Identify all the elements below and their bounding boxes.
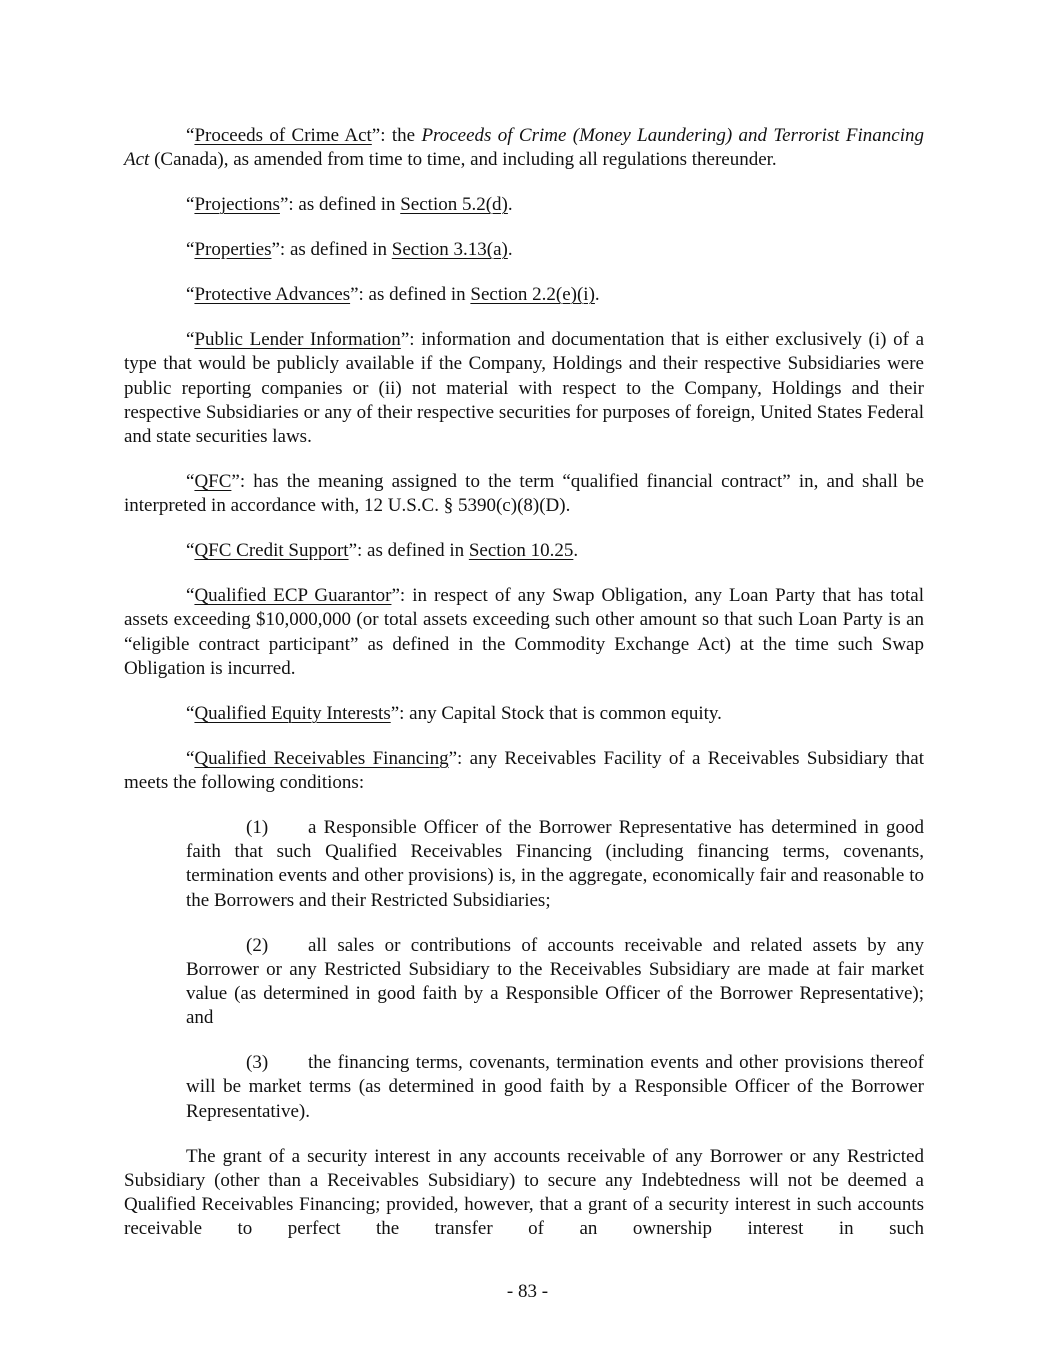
closing-paragraph: The grant of a security interest in any accounts receivable of any Borrower or any Restricted Subsidiary (other than a Receivables Subsidiary) to secure any Indebtedness will not be deemed a Qualified Receivables Financing; provided, however, that a grant of a security interest in such accounts receivable to perfect the transfer of an ownership interest in such: [124, 1145, 924, 1240]
defined-term: Qualified ECP Guarantor: [194, 585, 392, 607]
definition-protective-advances: “Protective Advances”: as defined in Section 2.2(e)(i).: [186, 284, 600, 306]
defined-term: Properties: [194, 239, 272, 261]
defined-term: QFC: [194, 471, 232, 493]
definition-qualified-equity-interests: “Qualified Equity Interests”: any Capital Stock that is common equity.: [186, 702, 722, 724]
act-title: Proceeds of Crime (Money Laundering) and Terrorist Financing Act: [124, 125, 924, 171]
defined-term: Proceeds of Crime Act: [194, 125, 372, 146]
definition-public-lender-information: “Public Lender Information”: information and documentation that is either exclusively (i) of a type that would be publicly available if the Company, Holdings and their respective Subsidiaries were public reporting companies or (ii) not material with respect to the Company, Holdings and their respective Subsidiaries or any of their respective securities for purposes of foreign, United States Federal and state securities laws.: [124, 329, 925, 448]
definition-properties: “Properties”: as defined in Section 3.13(a).: [186, 239, 513, 261]
page-number: - 83 -: [506, 1281, 549, 1302]
definition-qfc: “QFC”: has the meaning assigned to the term “qualified financial contract” in, and shall be interpreted in accordance with, 12 U.S.C. § 5390(c)(8)(D).: [124, 471, 924, 517]
definition-qualified-ecp-guarantor: “Qualified ECP Guarantor”: in respect of any Swap Obligation, any Loan Party that has total assets exceeding $10,000,000 (or total assets exceeding such other amount so that such Loan Party is an “eligible contract participant” as defined in the Commodity Exchange Act) at the time such Swap Obligation is incurred.: [124, 585, 924, 679]
definition-proceeds-of-crime-act: “Proceeds of Crime Act”: the Proceeds of Crime (Money Laundering) and Terrorist Financing Act (Canada), as amended from time to time, and including all regulations thereunder.: [124, 125, 924, 171]
definition-qualified-receivables-financing: “Qualified Receivables Financing”: any Receivables Facility of a Receivables Subsidiary that meets the following conditions:: [124, 747, 924, 794]
section-reference: Section 5.2(d): [400, 194, 508, 216]
document-page: [124, 124, 924, 1262]
section-reference: Section 2.2(e)(i): [470, 284, 595, 306]
condition-number: (3): [246, 1052, 269, 1074]
defined-term: Projections: [194, 194, 280, 216]
section-reference: Section 3.13(a): [391, 239, 508, 261]
defined-term: Protective Advances: [194, 284, 351, 306]
defined-term: Qualified Equity Interests: [194, 702, 391, 724]
defined-term: Qualified Receivables Financing: [194, 747, 449, 769]
condition-item: (1) a Responsible Officer of the Borrower Representative has determined in good faith that such Qualified Receivables Financing (including financing terms, covenants, termination events and other provisions) is, in the aggregate, economically fair and reasonable to the Borrowers and their Restricted Subsidiaries;: [186, 817, 924, 911]
condition-number: (1): [246, 817, 269, 839]
condition-item: (2) all sales or contributions of accounts receivable and related assets by any Borrower or any Restricted Subsidiary to the Receivables Subsidiary are made at fair market value (as determined in good faith by a Responsible Officer of the Borrower Representative); and: [186, 934, 924, 1029]
defined-term: QFC Credit Support: [194, 540, 349, 562]
definition-qfc-credit-support: “QFC Credit Support”: as defined in Section 10.25.: [186, 540, 579, 562]
definition-projections: “Projections”: as defined in Section 5.2(d).: [186, 194, 513, 216]
defined-term: Public Lender Information: [194, 329, 401, 351]
condition-number: (2): [246, 934, 269, 956]
condition-item: (3) the financing terms, covenants, termination events and other provisions thereof will be market terms (as determined in good faith by a Responsible Officer of the Borrower Representative).: [186, 1052, 924, 1122]
section-reference: Section 10.25: [468, 540, 574, 562]
